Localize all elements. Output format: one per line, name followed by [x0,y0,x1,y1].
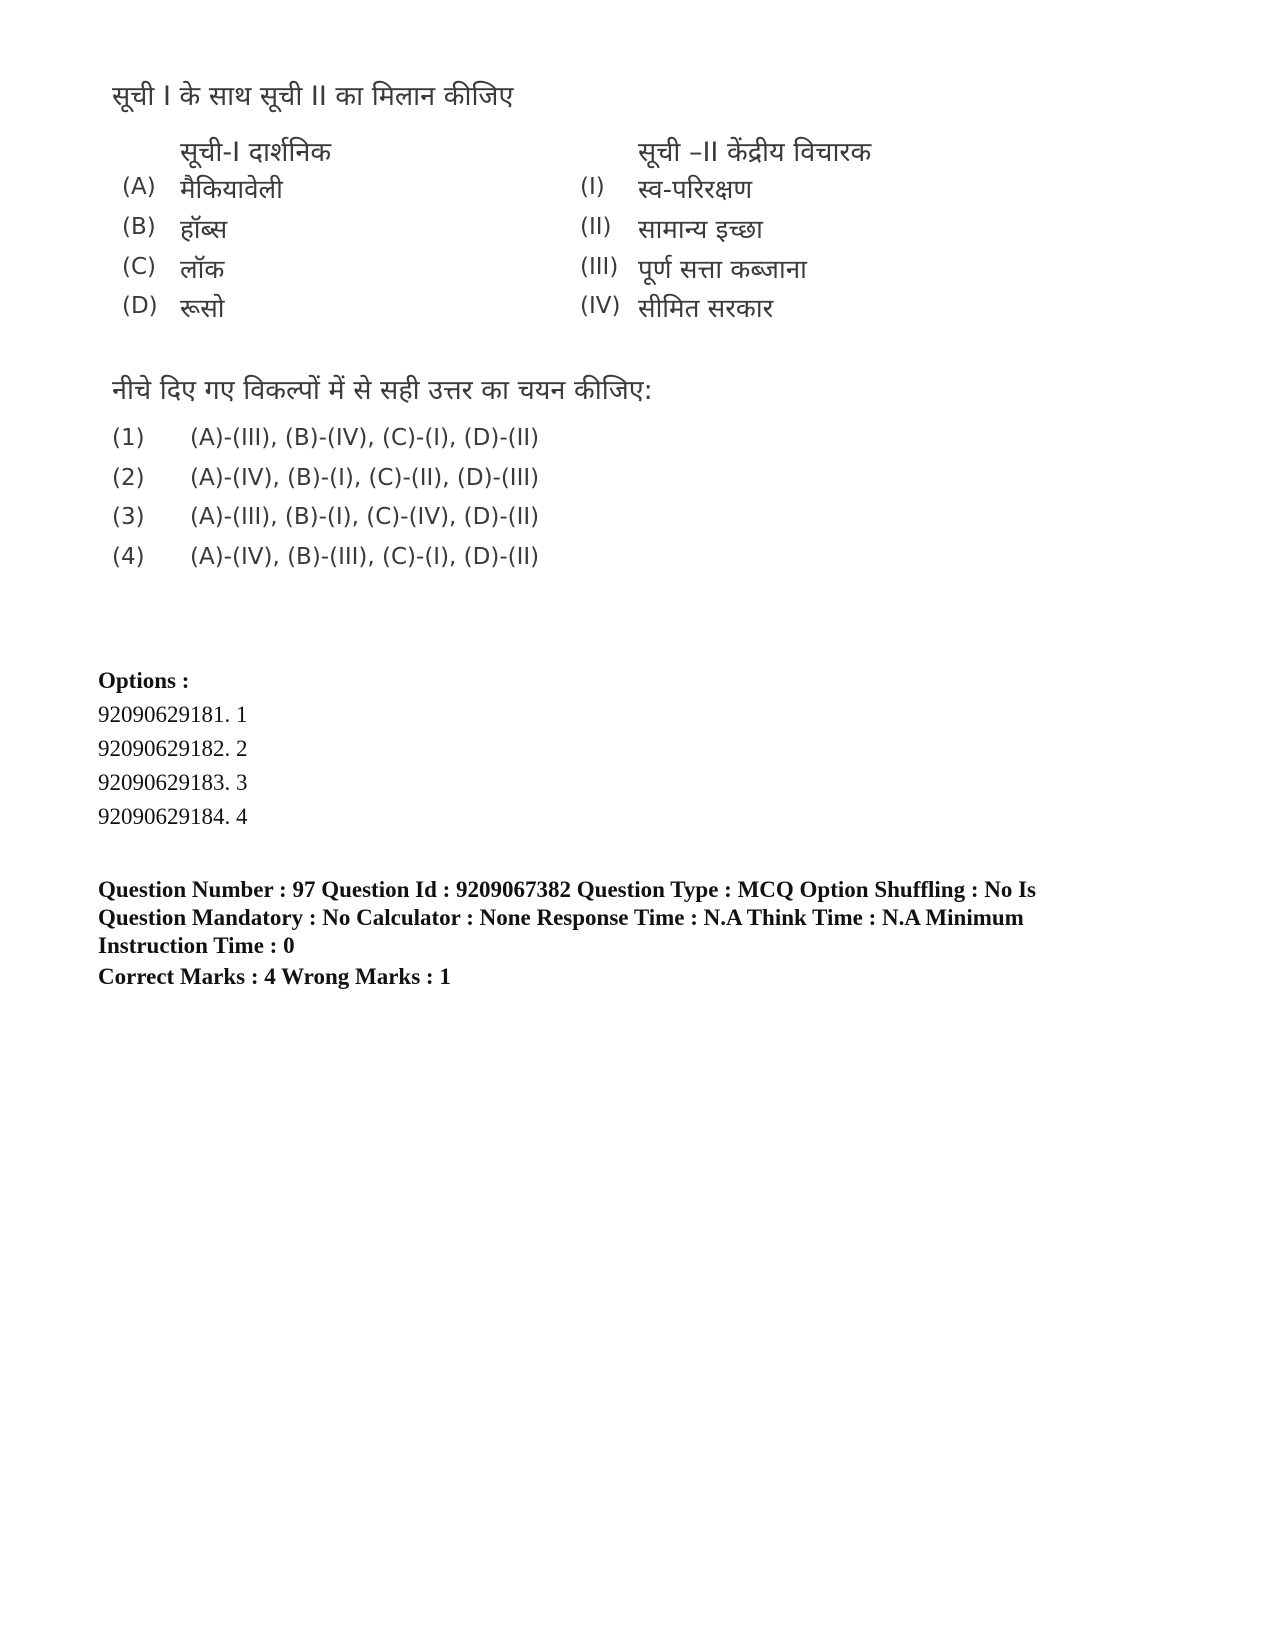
philosopher-a: मैकियावेली [180,175,283,205]
option-item-1: 92090629181. 1 [98,702,248,727]
row-tag-i: (I) [580,174,605,200]
option-item-4: 92090629184. 4 [98,804,248,829]
options-title: Options : [98,668,190,693]
idea-ii: सामान्य इच्छा [638,215,763,245]
idea-iii: पूर्ण सत्ता कब्जाना [638,255,807,285]
idea-i: स्व-परिरक्षण [638,175,753,205]
choice-text-1: (A)-(III), (B)-(IV), (C)-(I), (D)-(II) [190,425,540,451]
philosopher-c: लॉक [180,255,225,285]
question-meta: Question Number : 97 Question Id : 9209067382 Question Type : MCQ Option Shuffling : No Is Question Mandatory : No Calculator : None Response Time : N.A Think Time : N.A Minimum Instruction Time : 0 [98,877,1037,958]
option-item-3: 92090629183. 3 [98,770,248,795]
row-tag-b: (B) [122,214,156,240]
list-2-heading: सूची –II केंद्रीय विचारक [638,137,872,168]
idea-iv: सीमित सरकार [638,294,774,324]
choice-text-4: (A)-(IV), (B)-(III), (C)-(I), (D)-(II) [190,544,540,570]
philosopher-b: हॉब्स [180,215,228,245]
row-tag-iii: (III) [580,254,619,280]
question-title: सूची I के साथ सूची II का मिलान कीजिए [112,81,514,112]
choice-number-4: (4) [112,544,145,570]
instruction-text: नीचे दिए गए विकल्पों में से सही उत्तर का चयन कीजिए: [112,375,653,406]
choice-number-1: (1) [112,425,145,451]
row-tag-d: (D) [122,293,158,319]
row-tag-iv: (IV) [580,293,621,319]
question-image [100,70,920,630]
choice-text-2: (A)-(IV), (B)-(I), (C)-(II), (D)-(III) [190,465,540,491]
row-tag-c: (C) [122,254,157,280]
question-marks: Correct Marks : 4 Wrong Marks : 1 [98,964,451,989]
choice-number-2: (2) [112,465,145,491]
row-tag-a: (A) [122,174,156,200]
philosopher-d: रूसो [180,294,225,324]
choice-text-3: (A)-(III), (B)-(I), (C)-(IV), (D)-(II) [190,504,540,530]
option-item-2: 92090629182. 2 [98,736,248,761]
choice-number-3: (3) [112,504,145,530]
row-tag-ii: (II) [580,214,612,240]
list-1-heading: सूची-I दार्शनिक [180,137,332,168]
